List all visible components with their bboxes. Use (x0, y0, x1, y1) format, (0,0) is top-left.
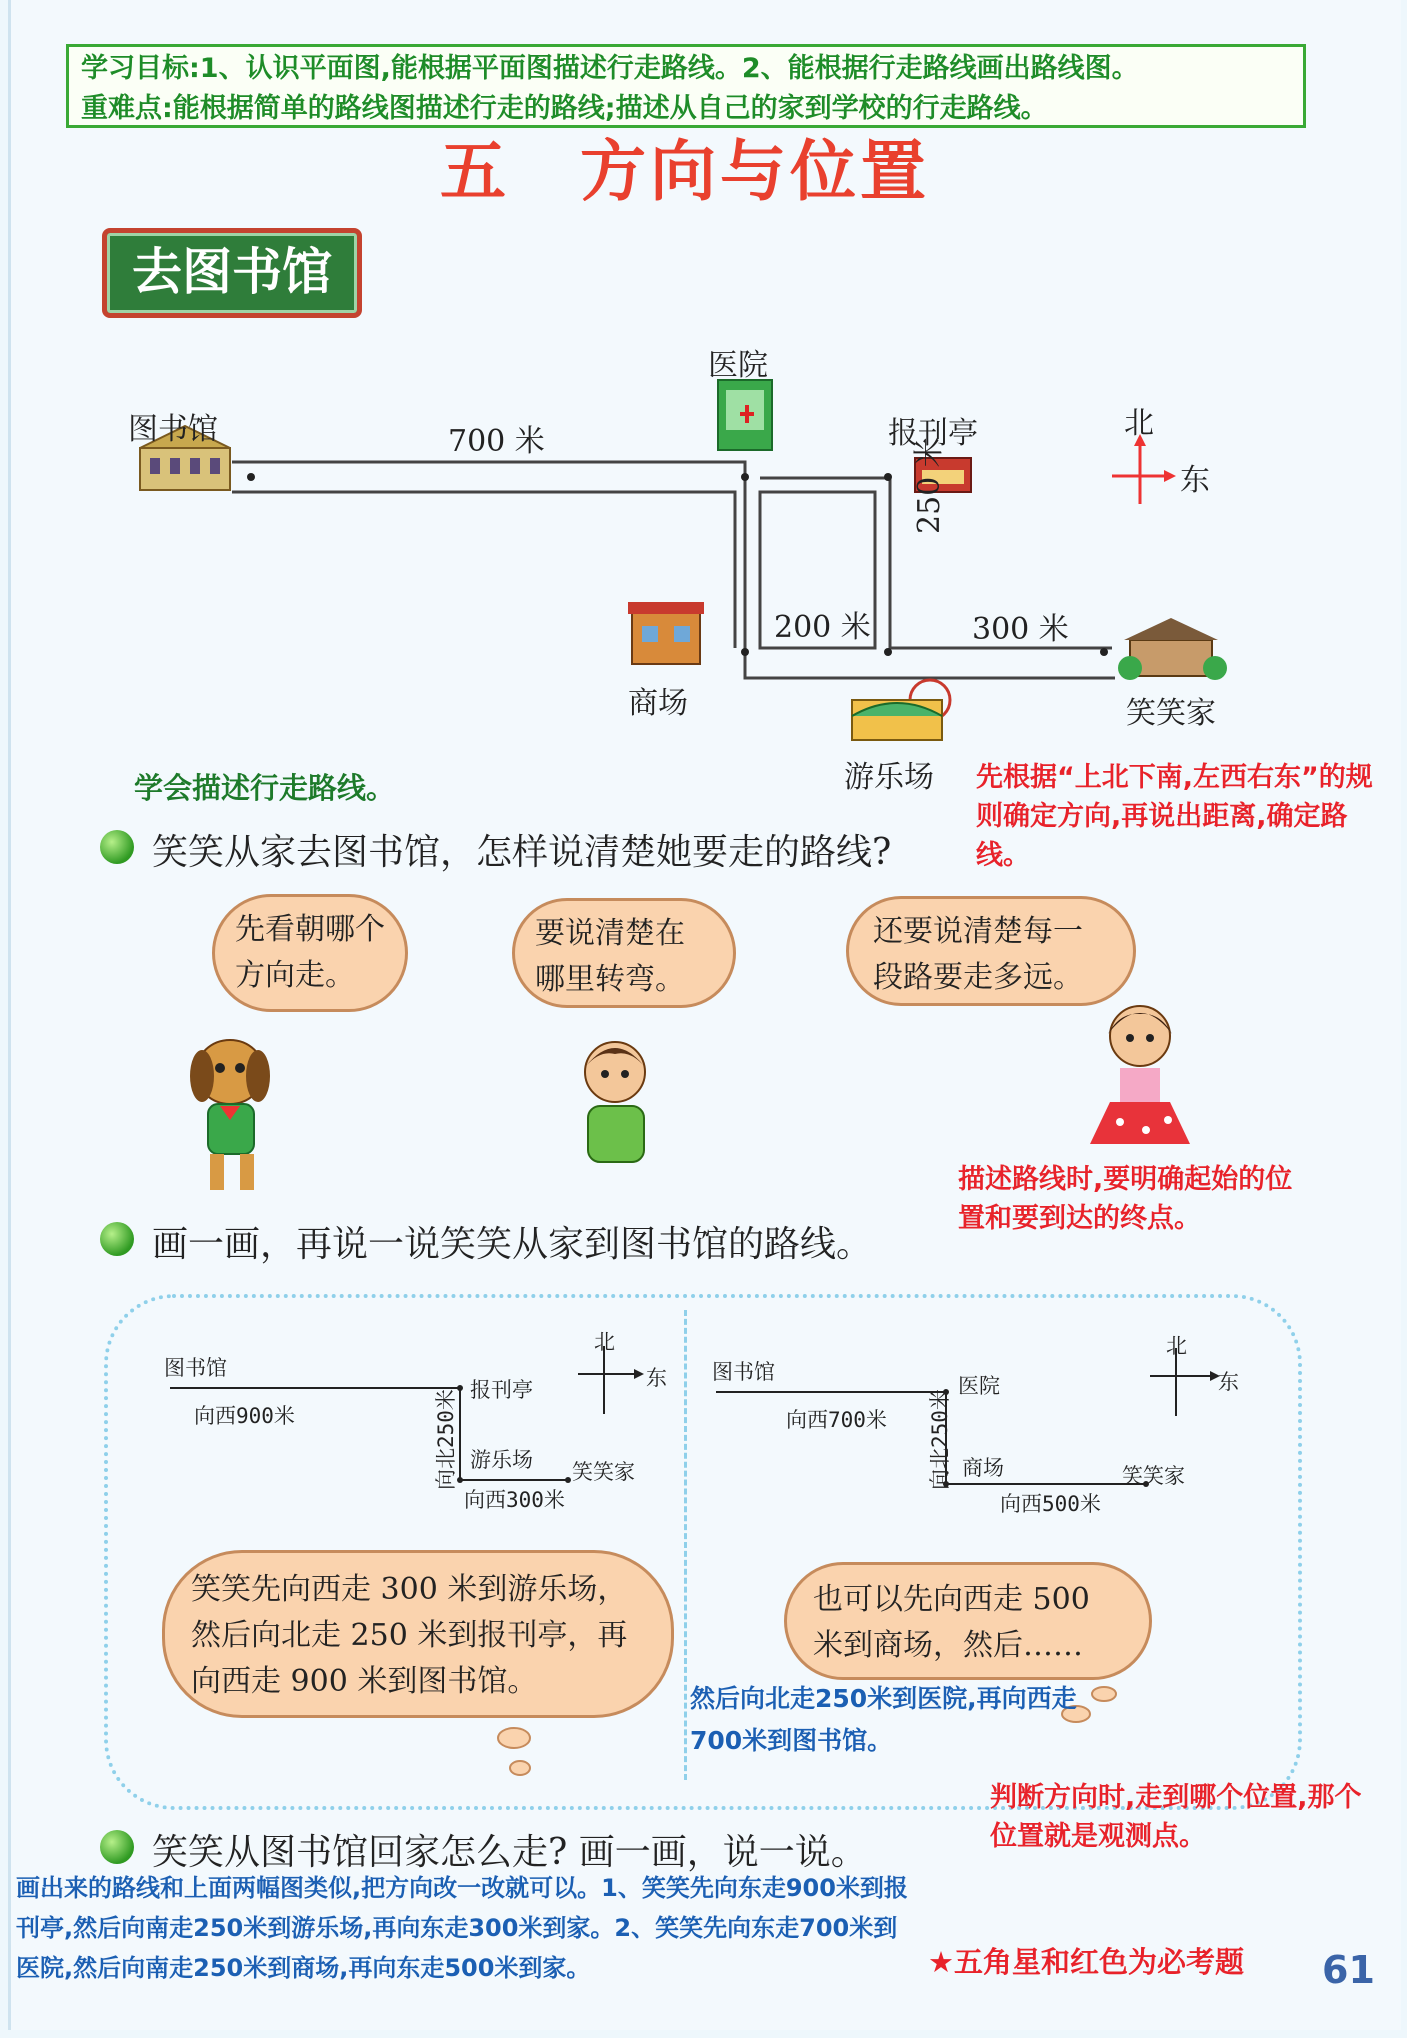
north-label: 北 (1124, 406, 1154, 441)
route-bubble-1: 笑笑先向西走 300 米到游乐场，然后向北走 250 米到报刊亭，再向西走 900 米到图书馆。 (162, 1550, 674, 1718)
question-3: 笑笑从图书馆回家怎么走? 画一画，说一说。 (152, 1832, 867, 1873)
sketch2-west700: 向西700米 (786, 1408, 887, 1432)
sketch2-north250: 向北250米 (928, 1389, 952, 1490)
park-label: 游乐场 (844, 760, 934, 795)
sketch2-west500: 向西500米 (1000, 1492, 1101, 1516)
girl-character (1080, 994, 1220, 1164)
sketch2-hospital: 医院 (958, 1374, 1000, 1398)
footer-answer: 画出来的路线和上面两幅图类似,把方向改一改就可以。1、笑笑先向东走900米到报刊亭,然后向南走250米到游乐场,再向东走300米到家。2、笑笑先向东走700米到医院,然后向南走250米到商场,再向东走500米到家。 (16, 1874, 908, 1982)
bullet-icon (100, 1222, 134, 1256)
route-map (0, 0, 1407, 800)
question-1: 笑笑从家去图书馆，怎样说清楚她要走的路线? (152, 832, 892, 873)
home-label: 笑笑家 (1126, 696, 1216, 731)
sketch1-newsstand: 报刊亭 (470, 1378, 533, 1402)
sketch1-west900: 向西900米 (194, 1404, 295, 1428)
sketch1-east: 东 (646, 1366, 667, 1390)
key-points-line: 重难点:能根据简单的路线图描述行走的路线;描述从自己的家到学校的行走路线。 (81, 93, 1048, 124)
thought-dots (480, 1724, 540, 1784)
sketch2-north: 北 (1166, 1334, 1187, 1358)
dog-character (160, 1020, 310, 1200)
sketch1-west300: 向西300米 (464, 1488, 565, 1512)
distance-200: 200 米 (774, 610, 871, 645)
distance-700: 700 米 (448, 424, 545, 459)
boy-character (560, 1030, 670, 1190)
direction-rule-note: 先根据“上北下南,左西右东”的规则确定方向,再说出距离,确定路线。 (976, 762, 1373, 871)
compass-icon (1112, 440, 1172, 504)
divider (684, 1310, 687, 1780)
sketch1-home: 笑笑家 (572, 1460, 635, 1484)
hospital-label: 医院 (708, 348, 768, 383)
observation-point-note: 判断方向时,走到哪个位置,那个位置就是观测点。 (990, 1782, 1362, 1852)
east-label: 东 (1180, 463, 1210, 498)
chapter-title: 五 方向与位置 (440, 132, 930, 210)
distance-300: 300 米 (972, 612, 1069, 647)
boy-speech-bubble: 要说清楚在哪里转弯。 (512, 898, 736, 1008)
newsstand-label: 报刊亭 (888, 416, 978, 451)
mall-label: 商场 (628, 686, 688, 721)
mall-icon (628, 602, 704, 664)
bullet-icon (100, 1830, 134, 1864)
girl-speech-bubble: 还要说清楚每一段路要走多远。 (846, 896, 1136, 1006)
distance-250: 250 米 (912, 437, 947, 534)
route-bubble-2: 也可以先向西走 500 米到商场，然后…… (784, 1562, 1152, 1680)
hospital-icon (718, 380, 772, 450)
bullet-icon (100, 830, 134, 864)
page-number: 61 (1322, 1948, 1375, 1992)
sketch2-home: 笑笑家 (1122, 1464, 1185, 1488)
learning-goals-line: 学习目标:1、认识平面图,能根据平面图描述行走路线。2、能根据行走路线画出路线图。 (81, 53, 1139, 84)
sketch1-north: 北 (594, 1330, 615, 1354)
question-2: 画一画，再说一说笑笑从家到图书馆的路线。 (152, 1224, 873, 1265)
amusement-park-icon (852, 680, 950, 740)
learn-route-note: 学会描述行走路线。 (134, 771, 396, 805)
required-note: ★五角星和红色为必考题 (928, 1945, 1244, 1979)
sketch1-park: 游乐场 (470, 1448, 533, 1472)
home-icon (1118, 618, 1227, 680)
library-label: 图书馆 (128, 412, 218, 447)
sketch1-library: 图书馆 (164, 1356, 227, 1380)
sketch2-east: 东 (1218, 1370, 1239, 1394)
start-end-note: 描述路线时,要明确起始的位置和要到达的终点。 (958, 1164, 1293, 1234)
dog-speech-bubble: 先看朝哪个方向走。 (212, 894, 408, 1012)
sketch2-library: 图书馆 (712, 1360, 775, 1384)
sketch2-mall: 商场 (962, 1456, 1004, 1480)
sketch1-north250: 向北250米 (434, 1389, 458, 1490)
section-title-badge: 去图书馆 (102, 228, 362, 318)
answer-route-2: 然后向北走250米到医院,再向西走700米到图书馆。 (690, 1684, 1077, 1755)
